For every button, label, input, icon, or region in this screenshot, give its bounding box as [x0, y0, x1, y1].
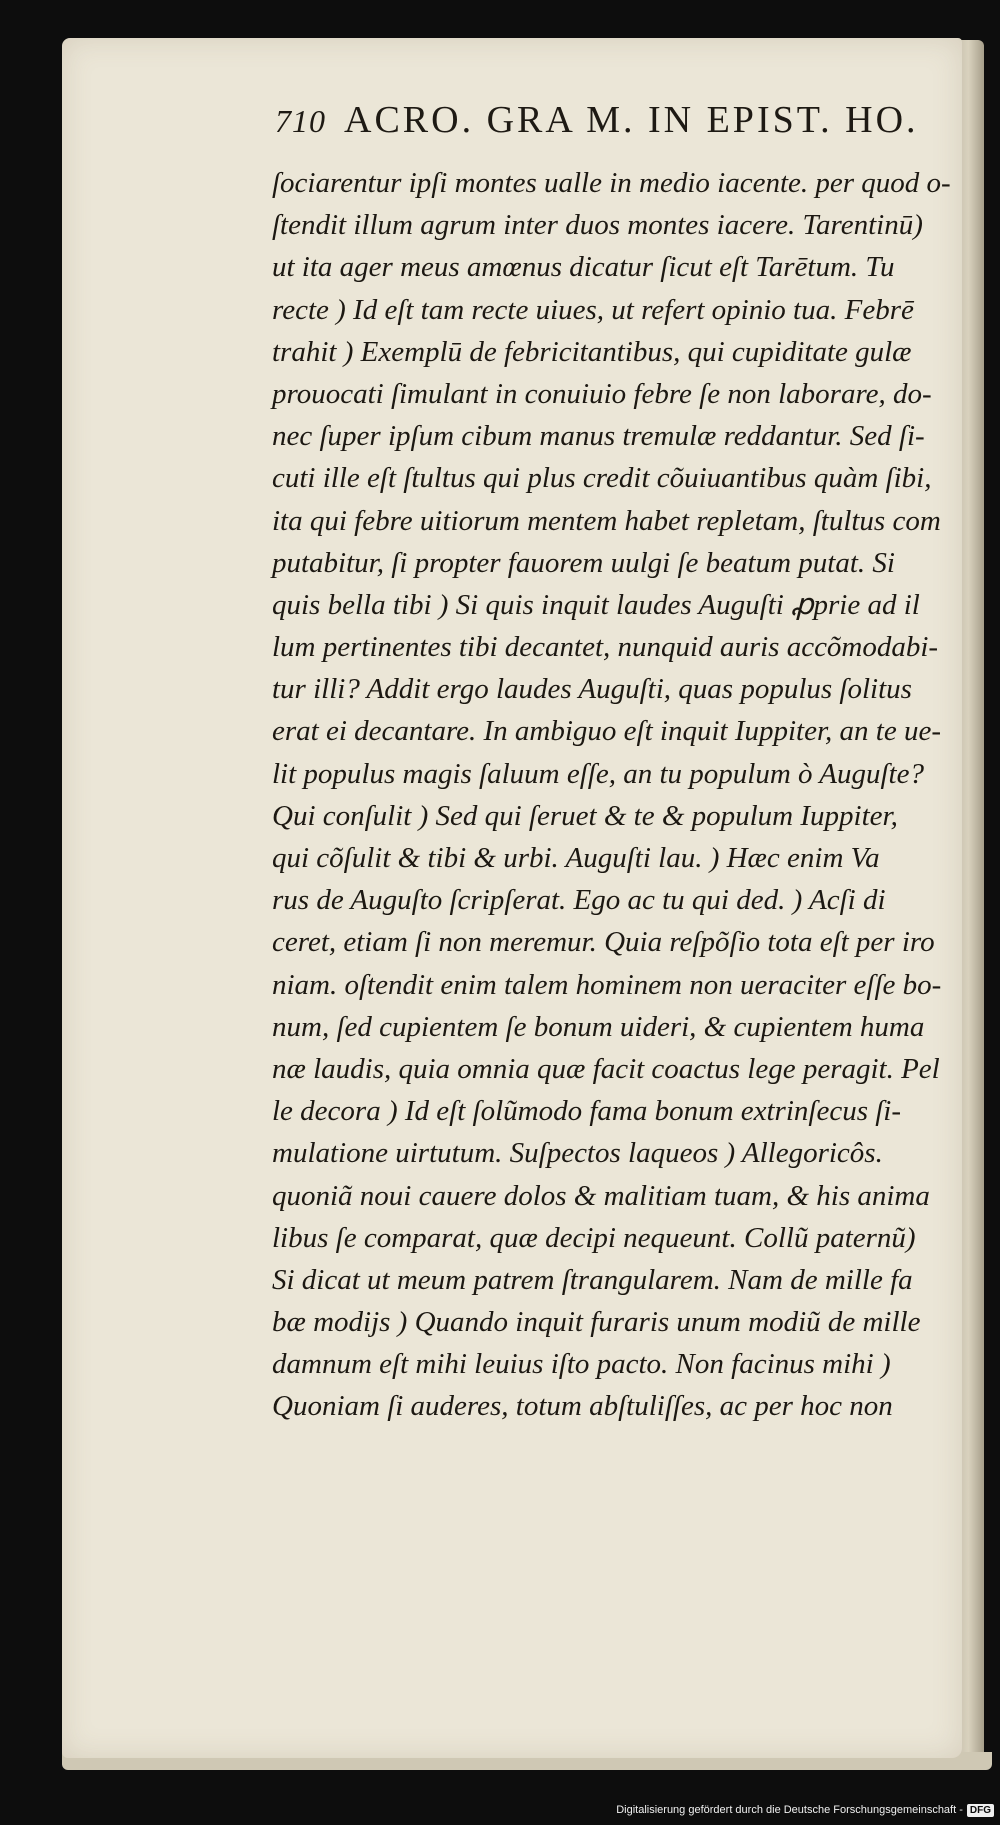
- text-line: Si dicat ut meum patrem ſtrangularem. Nam de mille fa: [272, 1263, 913, 1296]
- text-line: erat ei decantare. In ambiguo eſt inquit Iuppiter, an te ue-: [272, 715, 942, 748]
- text-line: ſtendit illum agrum inter duos montes iacere. Tarentinū): [272, 209, 923, 242]
- text-line: quis bella tibi ) Si quis inquit laudes Auguſti ꝓprie ad il: [272, 588, 920, 621]
- text-line: niam. oſtendit enim talem hominem non ueraciter eſſe bo-: [272, 968, 942, 1001]
- text-line: putabitur, ſi propter fauorem uulgi ſe beatum putat. Si: [272, 546, 895, 579]
- text-line: ita qui febre uitiorum mentem habet repletam, ſtultus com: [272, 504, 941, 537]
- text-line: prouocati ſimulant in conuiuio febre ſe non laborare, do-: [272, 377, 932, 410]
- text-line: ſociarentur ipſi montes ualle in medio iacente. per quod o-: [272, 167, 951, 199]
- page-header: [275, 98, 955, 150]
- text-line: lit populus magis ſaluum eſſe, an tu populum ò Auguſte?: [272, 757, 924, 790]
- text-line: Quoniam ſi auderes, totum abſtuliſſes, ac per hoc non: [272, 1390, 893, 1423]
- page-number: 710: [275, 103, 326, 139]
- text-line: Qui conſulit ) Sed qui ſeruet & te & populum Iuppiter,: [272, 799, 898, 832]
- text-line: le decora ) Id eſt ſolũmodo fama bonum extrinſecus ſi-: [272, 1095, 902, 1128]
- text-line: rus de Auguſto ſcripſerat. Ego ac tu qui ded. ) Acſi di: [272, 884, 886, 917]
- text-line: trahit ) Exemplū de febricitantibus, qui cupiditate gulæ: [272, 335, 912, 368]
- text-line: quoniã noui cauere dolos & malitiam tuam, & his anima: [272, 1179, 930, 1212]
- text-line: ceret, etiam ſi non meremur. Quia reſpõſio tota eſt per iro: [272, 926, 935, 959]
- running-head: ACRO. GRA M. IN EPIST. HO.: [344, 99, 919, 141]
- text-line: nec ſuper ipſum cibum manus tremulæ reddantur. Sed ſi-: [272, 420, 925, 453]
- digitization-credit: [616, 1799, 994, 1821]
- text-line: damnum eſt mihi leuius iſto pacto. Non facinus mihi ): [272, 1348, 891, 1381]
- text-line: cuti ille eſt ſtultus qui plus credit cõuiuantibus quàm ſibi,: [272, 462, 932, 495]
- text-line: bæ modijs ) Quando inquit furaris unum modiũ de mille: [272, 1306, 921, 1339]
- text-line: libus ſe comparat, quæ decipi nequeunt. Collũ paternũ): [272, 1221, 916, 1254]
- body-text: [272, 162, 962, 1428]
- text-line: qui cõſulit & tibi & urbi. Auguſti lau. ) Hæc enim Va: [272, 842, 880, 874]
- text-line: lum pertinentes tibi decantet, nunquid auris accõmodabi-: [272, 631, 939, 664]
- text-line: recte ) Id eſt tam recte uiues, ut refert opinio tua. Febrē: [272, 293, 914, 326]
- credit-text: Digitalisierung gefördert durch die Deutsche Forschungsgemeinschaft -: [616, 1804, 963, 1816]
- text-line: mulatione uirtutum. Suſpectos laqueos ) Allegoricôs.: [272, 1137, 883, 1170]
- dfg-logo: DFG: [967, 1804, 994, 1817]
- text-line: num, ſed cupientem ſe bonum uideri, & cupientem huma: [272, 1010, 925, 1043]
- text-line: næ laudis, quia omnia quæ facit coactus lege peragit. Pel: [272, 1052, 940, 1085]
- text-line: tur illi? Addit ergo laudes Auguſti, quas populus ſolitus: [272, 673, 912, 706]
- text-line: ut ita ager meus amœnus dicatur ſicut eſt Tarētum. Tu: [272, 251, 895, 284]
